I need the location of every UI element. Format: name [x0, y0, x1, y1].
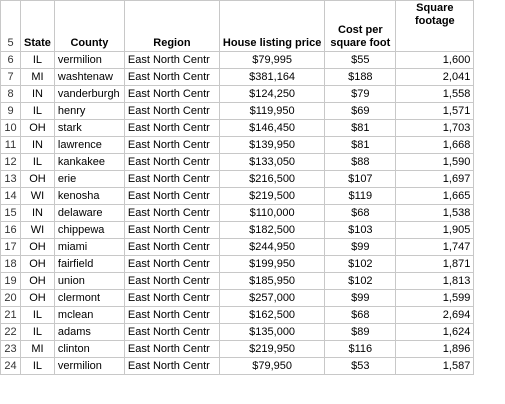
row-number[interactable]: 23 — [1, 341, 21, 358]
cell-state[interactable]: IL — [21, 52, 55, 69]
cell-cost-per-square-foot[interactable]: $88 — [325, 154, 396, 171]
cell-square-footage[interactable]: 1,590 — [396, 154, 474, 171]
cell-house-listing-price[interactable]: $381,164 — [219, 69, 324, 86]
table-row — [1, 324, 474, 341]
cell-state[interactable]: OH — [21, 290, 55, 307]
cell-cost-per-square-foot[interactable]: $107 — [325, 171, 396, 188]
table-row — [1, 273, 474, 290]
cell-square-footage[interactable]: 1,896 — [396, 341, 474, 358]
cell-house-listing-price[interactable]: $219,500 — [219, 188, 324, 205]
table-row — [1, 205, 474, 222]
cell-region[interactable]: East North Centr — [124, 307, 219, 324]
cell-cost-per-square-foot[interactable]: $99 — [325, 290, 396, 307]
cell-square-footage[interactable]: 1,599 — [396, 290, 474, 307]
row-number[interactable]: 12 — [1, 154, 21, 171]
row-number[interactable]: 10 — [1, 120, 21, 137]
row-number[interactable]: 20 — [1, 290, 21, 307]
cell-square-footage[interactable]: 1,871 — [396, 256, 474, 273]
table-row — [1, 103, 474, 120]
cell-state[interactable]: IL — [21, 103, 55, 120]
cell-state[interactable]: OH — [21, 256, 55, 273]
cell-county[interactable]: vanderburgh — [54, 86, 124, 103]
cell-house-listing-price[interactable]: $185,950 — [219, 273, 324, 290]
cell-region[interactable]: East North Centr — [124, 103, 219, 120]
cell-square-footage[interactable]: 2,041 — [396, 69, 474, 86]
cell-county[interactable]: chippewa — [54, 222, 124, 239]
cell-house-listing-price[interactable]: $257,000 — [219, 290, 324, 307]
cell-region[interactable]: East North Centr — [124, 171, 219, 188]
cell-county[interactable]: erie — [54, 171, 124, 188]
cell-county[interactable]: miami — [54, 239, 124, 256]
cell-square-footage[interactable]: 1,668 — [396, 137, 474, 154]
header-row — [1, 1, 474, 52]
cell-county[interactable]: vermilion — [54, 358, 124, 375]
cell-house-listing-price[interactable]: $216,500 — [219, 171, 324, 188]
table-row — [1, 52, 474, 69]
table-row — [1, 307, 474, 324]
cell-region[interactable]: East North Centr — [124, 69, 219, 86]
cell-square-footage[interactable]: 1,538 — [396, 205, 474, 222]
cell-region[interactable]: East North Centr — [124, 290, 219, 307]
cell-county[interactable]: washtenaw — [54, 69, 124, 86]
table-row — [1, 86, 474, 103]
table-row — [1, 137, 474, 154]
cell-region[interactable]: East North Centr — [124, 86, 219, 103]
table-row — [1, 290, 474, 307]
cell-cost-per-square-foot[interactable]: $79 — [325, 86, 396, 103]
table-row — [1, 171, 474, 188]
cell-county[interactable]: delaware — [54, 205, 124, 222]
cell-house-listing-price[interactable]: $139,950 — [219, 137, 324, 154]
table-row — [1, 154, 474, 171]
table-row — [1, 239, 474, 256]
header-cost-per-square-foot[interactable]: Cost per square foot — [325, 1, 396, 52]
row-number[interactable]: 24 — [1, 358, 21, 375]
cell-house-listing-price[interactable]: $124,250 — [219, 86, 324, 103]
table-row — [1, 120, 474, 137]
cell-cost-per-square-foot[interactable]: $68 — [325, 307, 396, 324]
cell-square-footage[interactable]: 1,905 — [396, 222, 474, 239]
cell-state[interactable]: WI — [21, 222, 55, 239]
row-number[interactable]: 7 — [1, 69, 21, 86]
table-row — [1, 358, 474, 375]
table-row — [1, 341, 474, 358]
cell-cost-per-square-foot[interactable]: $81 — [325, 137, 396, 154]
row-number[interactable]: 13 — [1, 171, 21, 188]
cell-house-listing-price[interactable]: $119,950 — [219, 103, 324, 120]
cell-county[interactable]: henry — [54, 103, 124, 120]
header-state[interactable]: State — [21, 1, 55, 52]
cell-square-footage[interactable]: 1,558 — [396, 86, 474, 103]
cell-square-footage[interactable]: 1,697 — [396, 171, 474, 188]
cell-cost-per-square-foot[interactable]: $102 — [325, 273, 396, 290]
cell-house-listing-price[interactable]: $79,995 — [219, 52, 324, 69]
row-number[interactable]: 22 — [1, 324, 21, 341]
cell-county[interactable]: lawrence — [54, 137, 124, 154]
cell-cost-per-square-foot[interactable]: $69 — [325, 103, 396, 120]
cell-state[interactable]: IL — [21, 358, 55, 375]
cell-square-footage[interactable]: 1,587 — [396, 358, 474, 375]
header-region[interactable]: Region — [124, 1, 219, 52]
cell-county[interactable]: stark — [54, 120, 124, 137]
cell-house-listing-price[interactable]: $182,500 — [219, 222, 324, 239]
cell-region[interactable]: East North Centr — [124, 222, 219, 239]
cell-square-footage[interactable]: 1,665 — [396, 188, 474, 205]
cell-house-listing-price[interactable]: $146,450 — [219, 120, 324, 137]
cell-square-footage[interactable]: 2,694 — [396, 307, 474, 324]
row-number[interactable]: 18 — [1, 256, 21, 273]
cell-region[interactable]: East North Centr — [124, 256, 219, 273]
cell-square-footage[interactable]: 1,747 — [396, 239, 474, 256]
cell-region[interactable]: East North Centr — [124, 341, 219, 358]
cell-state[interactable]: OH — [21, 120, 55, 137]
row-number[interactable]: 11 — [1, 137, 21, 154]
row-number[interactable]: 15 — [1, 205, 21, 222]
cell-cost-per-square-foot[interactable]: $116 — [325, 341, 396, 358]
cell-cost-per-square-foot[interactable]: $103 — [325, 222, 396, 239]
row-number[interactable]: 16 — [1, 222, 21, 239]
cell-square-footage[interactable]: 1,571 — [396, 103, 474, 120]
cell-region[interactable]: East North Centr — [124, 205, 219, 222]
table-row — [1, 188, 474, 205]
cell-state[interactable]: OH — [21, 273, 55, 290]
cell-state[interactable]: IL — [21, 154, 55, 171]
cell-state[interactable]: IL — [21, 324, 55, 341]
cell-cost-per-square-foot[interactable]: $102 — [325, 256, 396, 273]
cell-state[interactable]: IN — [21, 137, 55, 154]
cell-cost-per-square-foot[interactable]: $68 — [325, 205, 396, 222]
table-row — [1, 256, 474, 273]
cell-region[interactable]: East North Centr — [124, 154, 219, 171]
cell-state[interactable]: IN — [21, 205, 55, 222]
cell-state[interactable]: MI — [21, 341, 55, 358]
table-row — [1, 222, 474, 239]
header-house-listing-price[interactable]: House listing price — [219, 1, 324, 52]
cell-state[interactable]: IN — [21, 86, 55, 103]
row-number[interactable]: 5 — [1, 1, 21, 52]
cell-state[interactable]: OH — [21, 239, 55, 256]
cell-region[interactable]: East North Centr — [124, 120, 219, 137]
row-number[interactable]: 8 — [1, 86, 21, 103]
cell-county[interactable]: fairfield — [54, 256, 124, 273]
cell-cost-per-square-foot[interactable]: $53 — [325, 358, 396, 375]
header-square-footage[interactable] — [396, 1, 474, 52]
cell-county[interactable]: clermont — [54, 290, 124, 307]
table-row — [1, 69, 474, 86]
cell-region[interactable]: East North Centr — [124, 52, 219, 69]
cell-region[interactable]: East North Centr — [124, 188, 219, 205]
cell-cost-per-square-foot[interactable]: $99 — [325, 239, 396, 256]
cell-county[interactable]: union — [54, 273, 124, 290]
cell-cost-per-square-foot[interactable]: $89 — [325, 324, 396, 341]
cell-cost-per-square-foot[interactable]: $81 — [325, 120, 396, 137]
cell-county[interactable]: clinton — [54, 341, 124, 358]
cell-house-listing-price[interactable]: $110,000 — [219, 205, 324, 222]
cell-house-listing-price[interactable]: $135,000 — [219, 324, 324, 341]
row-number[interactable]: 17 — [1, 239, 21, 256]
cell-region[interactable]: East North Centr — [124, 239, 219, 256]
cell-square-footage[interactable]: 1,703 — [396, 120, 474, 137]
cell-cost-per-square-foot[interactable]: $188 — [325, 69, 396, 86]
cell-house-listing-price[interactable]: $219,950 — [219, 341, 324, 358]
cell-house-listing-price[interactable]: $162,500 — [219, 307, 324, 324]
header-county[interactable]: County — [54, 1, 124, 52]
cell-state[interactable]: IL — [21, 307, 55, 324]
cell-house-listing-price[interactable]: $244,950 — [219, 239, 324, 256]
cell-county[interactable]: kankakee — [54, 154, 124, 171]
cell-county[interactable]: kenosha — [54, 188, 124, 205]
cell-region[interactable]: East North Centr — [124, 324, 219, 341]
row-number[interactable]: 19 — [1, 273, 21, 290]
cell-square-footage[interactable]: 1,600 — [396, 52, 474, 69]
cell-cost-per-square-foot[interactable]: $55 — [325, 52, 396, 69]
cell-cost-per-square-foot[interactable]: $119 — [325, 188, 396, 205]
cell-state[interactable]: MI — [21, 69, 55, 86]
cell-square-footage[interactable]: 1,813 — [396, 273, 474, 290]
row-number[interactable]: 14 — [1, 188, 21, 205]
header-square-footage-label: Square footage — [414, 2, 455, 27]
cell-county[interactable]: adams — [54, 324, 124, 341]
cell-state[interactable]: OH — [21, 171, 55, 188]
cell-house-listing-price[interactable]: $79,950 — [219, 358, 324, 375]
cell-region[interactable]: East North Centr — [124, 358, 219, 375]
cell-county[interactable]: vermilion — [54, 52, 124, 69]
cell-region[interactable]: East North Centr — [124, 273, 219, 290]
cell-county[interactable]: mclean — [54, 307, 124, 324]
cell-state[interactable]: WI — [21, 188, 55, 205]
row-number[interactable]: 6 — [1, 52, 21, 69]
cell-square-footage[interactable]: 1,624 — [396, 324, 474, 341]
cell-region[interactable]: East North Centr — [124, 137, 219, 154]
cell-house-listing-price[interactable]: $199,950 — [219, 256, 324, 273]
row-number[interactable]: 9 — [1, 103, 21, 120]
row-number[interactable]: 21 — [1, 307, 21, 324]
cell-house-listing-price[interactable]: $133,050 — [219, 154, 324, 171]
